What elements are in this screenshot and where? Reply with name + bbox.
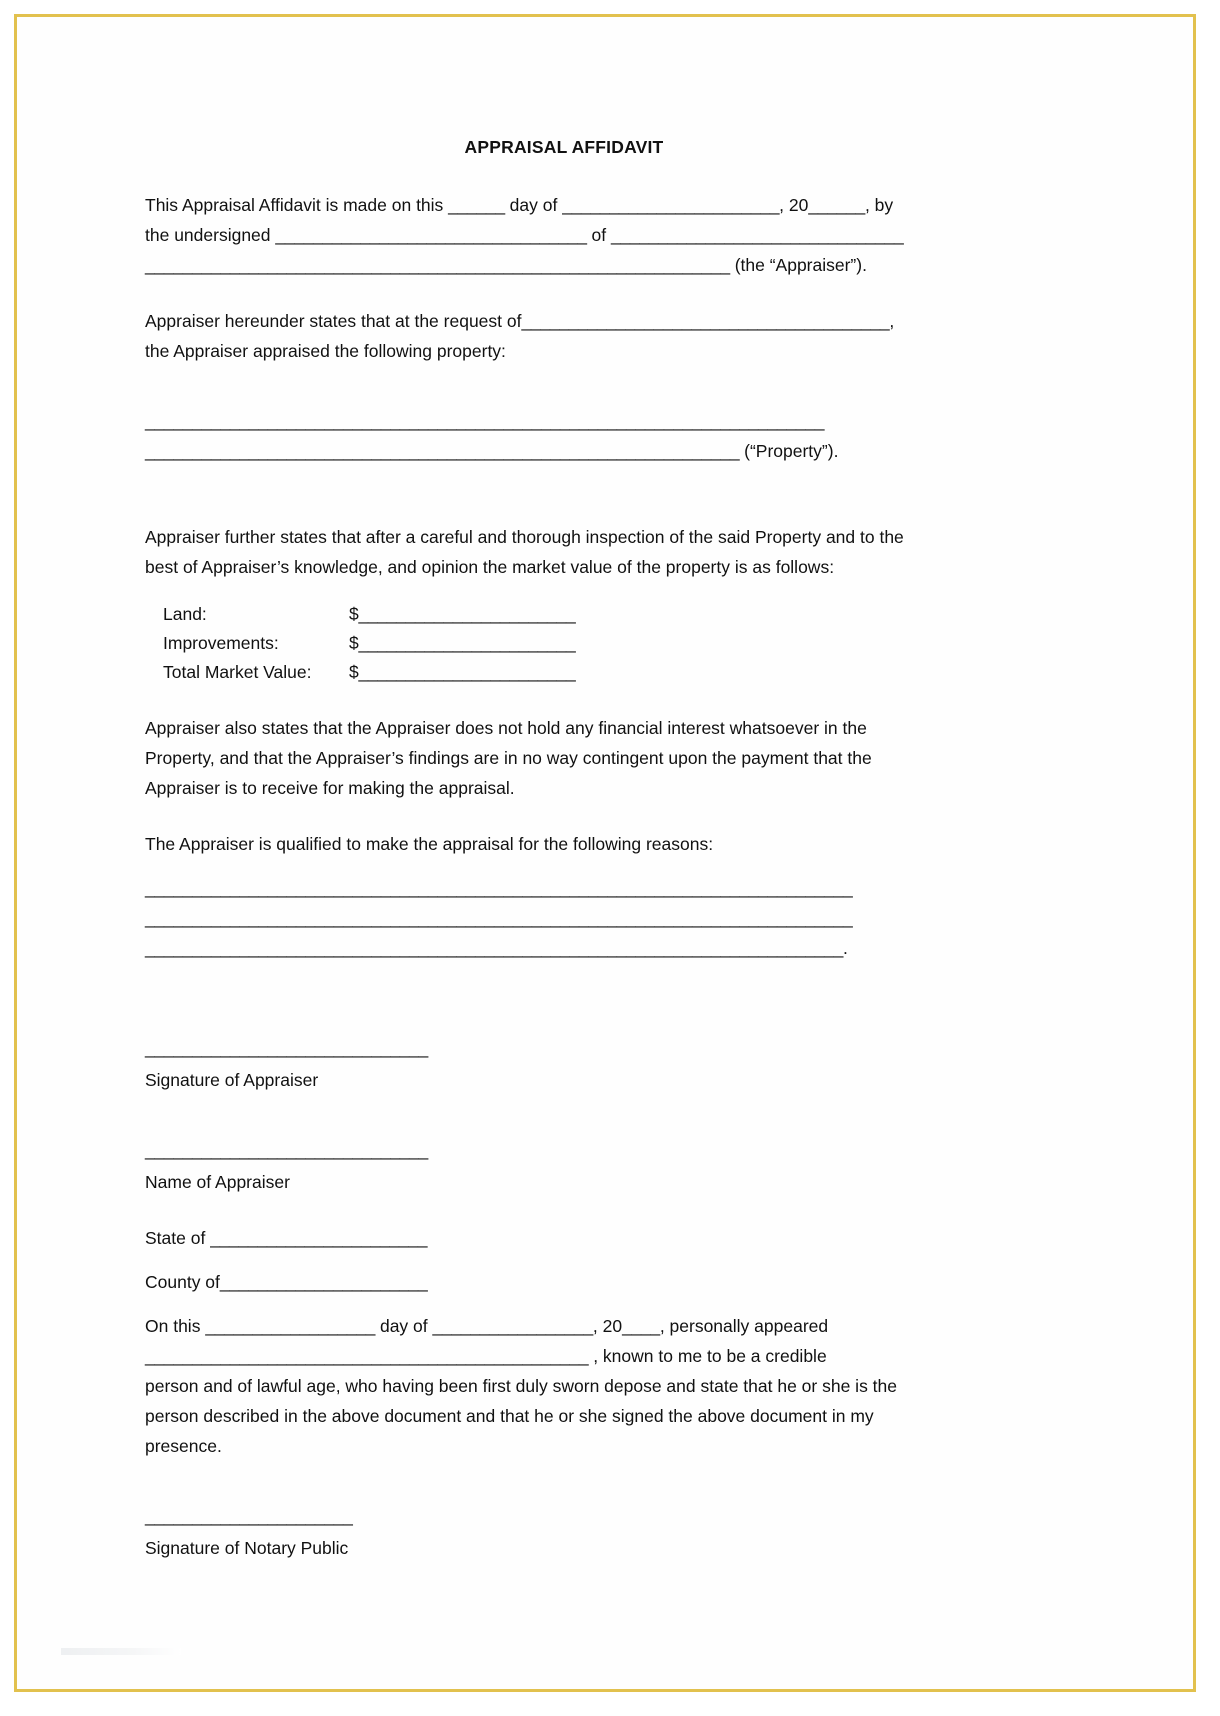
notary-onthis-prefix: On this xyxy=(145,1316,206,1336)
valuation-intro xyxy=(145,522,983,582)
valuation-blank-land[interactable]: _______________________ xyxy=(358,604,576,624)
intro-line1-dayof: day of xyxy=(504,195,563,215)
intro-day-blank[interactable]: ______ xyxy=(448,195,505,215)
intro-entity-blank[interactable]: _______________________________ xyxy=(611,225,904,245)
spacer xyxy=(145,1461,983,1501)
intro-line3-blank[interactable]: ______________________________________________________________ xyxy=(145,255,730,275)
appraiser-name-caption: Name of Appraiser xyxy=(145,1172,290,1192)
valuation-rows xyxy=(163,600,983,687)
intro-undersigned-blank[interactable]: _________________________________ xyxy=(275,225,587,245)
request-of-blank[interactable]: _______________________________________ xyxy=(521,311,890,331)
notary-onthis-year-prefix: , 20 xyxy=(592,1316,623,1336)
spacer xyxy=(145,1197,983,1223)
notary-onthis-suffix: , personally appeared xyxy=(659,1316,829,1336)
disclosure-paragraph xyxy=(145,713,983,803)
qualifications-prompt xyxy=(145,829,983,859)
spacer xyxy=(145,963,983,1019)
intro-line2-prefix: the undersigned xyxy=(145,225,276,245)
disclosure-line1: Appraiser also states that the Appraiser does not hold any financial interest whatsoever in the xyxy=(145,718,867,738)
faint-watermark xyxy=(61,1648,181,1655)
notary-signature-line[interactable]: ______________________ xyxy=(145,1506,353,1526)
notary-state-label: State of xyxy=(145,1228,211,1248)
spacer xyxy=(145,366,983,406)
valuation-blank-improvements[interactable]: _______________________ xyxy=(358,633,576,653)
qualifications-blank-line-2[interactable]: ___________________________________________________________________________ xyxy=(145,908,853,928)
spacer xyxy=(145,466,983,522)
qualifications-blanks xyxy=(145,873,983,963)
intro-month-blank[interactable]: _______________________ xyxy=(562,195,780,215)
valuation-row-improvements xyxy=(163,629,983,658)
valuation-row-total xyxy=(163,658,983,687)
document-body xyxy=(145,137,983,1563)
intro-year-blank[interactable]: ______ xyxy=(808,195,865,215)
appraiser-signature-block xyxy=(145,1033,983,1095)
spacer xyxy=(145,1019,983,1033)
notary-appeared-tail: , known to me to be a credible xyxy=(588,1346,827,1366)
intro-paragraph xyxy=(145,190,983,280)
intro-line2-of: of xyxy=(586,225,611,245)
notary-county-label: County of xyxy=(145,1272,220,1292)
disclosure-line3: Appraiser is to receive for making the appraisal. xyxy=(145,778,515,798)
request-paragraph xyxy=(145,306,983,366)
spacer xyxy=(145,687,983,713)
notary-onthis-dayof: day of xyxy=(375,1316,433,1336)
appraiser-name-block xyxy=(145,1135,983,1197)
notary-state-blank[interactable]: _______________________ xyxy=(210,1228,428,1248)
disclosure-line2: Property, and that the Appraiser’s findings are in no way contingent upon the payment that the xyxy=(145,748,872,768)
valuation-label-land: Land: xyxy=(163,604,207,624)
notary-year-blank[interactable]: ____ xyxy=(622,1316,660,1336)
property-blanks xyxy=(145,406,983,466)
notary-county-blank[interactable]: ______________________ xyxy=(219,1272,428,1292)
valuation-currency-improvements: $ xyxy=(349,633,359,653)
notary-month-blank[interactable]: _________________ xyxy=(432,1316,593,1336)
page-border-frame xyxy=(14,14,1196,1692)
valuation-label-improvements: Improvements: xyxy=(163,633,279,653)
notary-signature-block xyxy=(145,1501,983,1563)
notary-day-blank[interactable]: __________________ xyxy=(205,1316,376,1336)
intro-line1-suffix: , by xyxy=(864,195,894,215)
valuation-blank-total[interactable]: _______________________ xyxy=(358,662,576,682)
qualifications-blank-line-1[interactable]: ___________________________________________________________________________ xyxy=(145,878,853,898)
valuation-label-total: Total Market Value: xyxy=(163,662,312,682)
notary-signature-caption: Signature of Notary Public xyxy=(145,1538,349,1558)
notary-acknowledgement xyxy=(145,1311,983,1461)
request-line2: the Appraiser appraised the following property: xyxy=(145,341,506,361)
intro-line1-prefix: This Appraisal Affidavit is made on this xyxy=(145,195,449,215)
valuation-intro-line2: best of Appraiser’s knowledge, and opinion the market value of the property is as follows: xyxy=(145,557,835,577)
property-blank-line-1[interactable]: ________________________________________________________________________ xyxy=(145,411,825,431)
request-line1-tail: , xyxy=(889,311,895,331)
qualifications-prompt-text: The Appraiser is qualified to make the appraisal for the following reasons: xyxy=(145,834,714,854)
valuation-currency-total: $ xyxy=(349,662,359,682)
appraiser-name-line[interactable]: ______________________________ xyxy=(145,1140,428,1160)
valuation-currency-land: $ xyxy=(349,604,359,624)
spacer xyxy=(145,859,983,873)
valuation-row-land xyxy=(163,600,983,629)
notary-appeared-blank[interactable]: _______________________________________________ xyxy=(145,1346,589,1366)
page-title: APPRAISAL AFFIDAVIT xyxy=(464,137,664,157)
notary-body-line1: person and of lawful age, who having been first duly sworn depose and state that he or she is the xyxy=(145,1376,898,1396)
spacer xyxy=(145,280,983,306)
qualifications-blank-line-3[interactable]: __________________________________________________________________________. xyxy=(145,938,848,958)
property-blank-line-2[interactable]: _______________________________________________________________ xyxy=(145,441,740,461)
notary-county-line xyxy=(145,1267,983,1297)
request-line1-prefix: Appraiser hereunder states that at the request of xyxy=(145,311,522,331)
intro-appraiser-tail: (the “Appraiser”). xyxy=(729,255,867,275)
appraiser-signature-caption: Signature of Appraiser xyxy=(145,1070,319,1090)
spacer xyxy=(145,1095,983,1135)
property-tail: (“Property”). xyxy=(739,441,839,461)
document-sheet xyxy=(17,17,1193,1689)
notary-body-line2: person described in the above document and that he or she signed the above document in my xyxy=(145,1406,874,1426)
intro-line1-year-prefix: , 20 xyxy=(779,195,809,215)
notary-body-line3: presence. xyxy=(145,1436,222,1456)
spacer xyxy=(145,1253,983,1267)
appraiser-signature-line[interactable]: ______________________________ xyxy=(145,1038,428,1058)
spacer xyxy=(145,1297,983,1311)
spacer xyxy=(145,803,983,829)
valuation-intro-line1: Appraiser further states that after a careful and thorough inspection of the said Property and to the xyxy=(145,527,904,547)
notary-state-line xyxy=(145,1223,983,1253)
